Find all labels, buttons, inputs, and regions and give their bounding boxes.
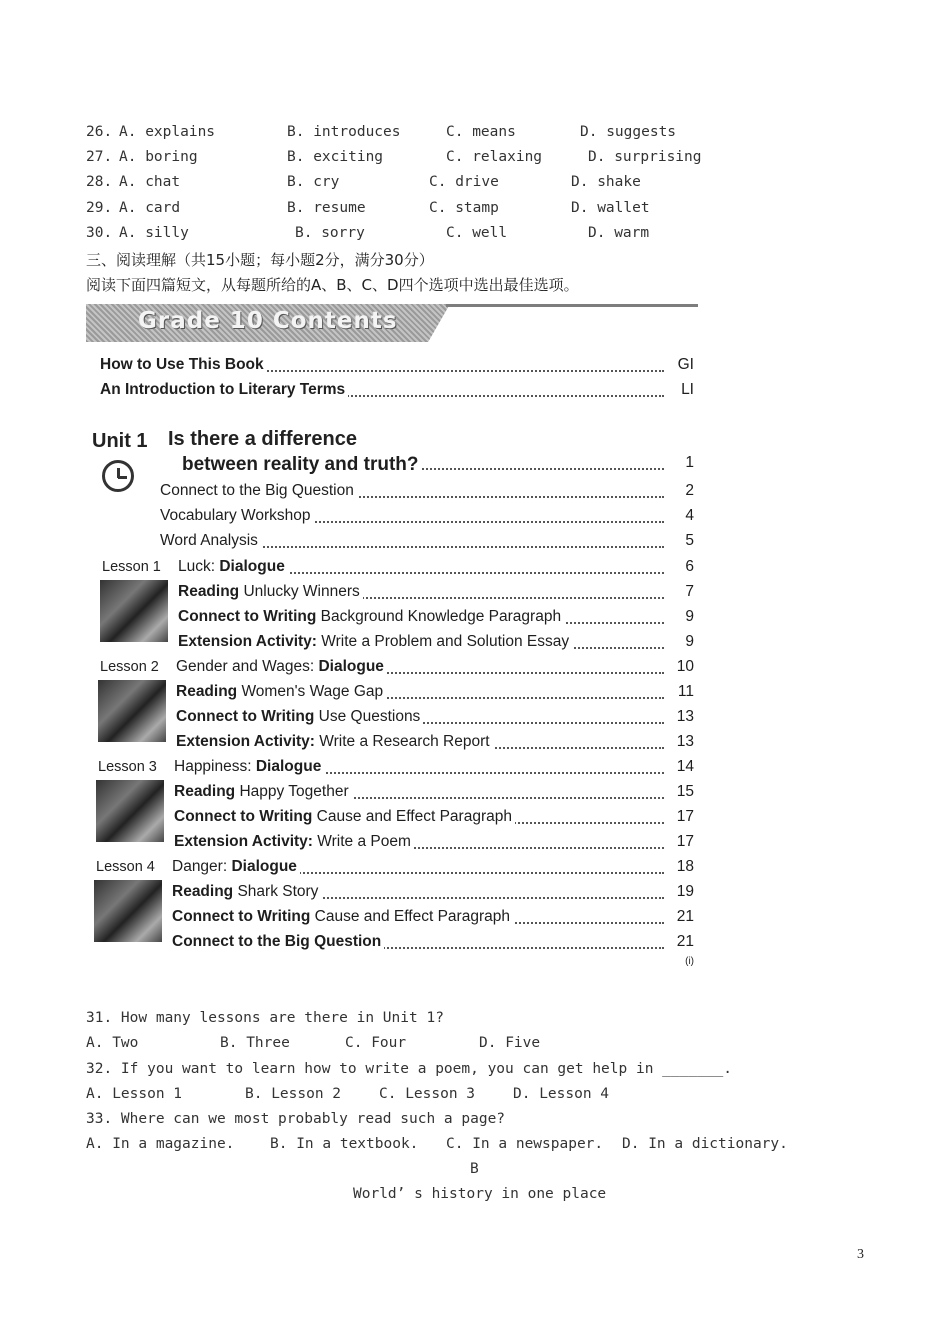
- toc-page-number: 19: [676, 883, 694, 900]
- toc-entry-label: How to Use This Book: [100, 356, 264, 373]
- toc-lesson-entry: [178, 633, 572, 651]
- entry-bold: Reading: [174, 783, 236, 800]
- toc-entry-label: Connect to the Big Question: [160, 482, 354, 499]
- question-number: 30.: [86, 224, 113, 241]
- entry-title: Happy Together: [235, 783, 349, 800]
- toc-lesson-entry: [172, 883, 321, 901]
- question-number: 28.: [86, 174, 113, 191]
- toc-page-number: 5: [685, 532, 694, 549]
- toc-unit-entry: [160, 507, 314, 525]
- entry-bold: Reading: [176, 683, 238, 700]
- answer-option: B. Lesson 2: [245, 1086, 342, 1102]
- entry-title: Cause and Effect Paragraph: [312, 808, 512, 825]
- toc-unit-entry: [160, 532, 261, 550]
- contents-banner-title: Grade 10 Contents: [138, 308, 398, 334]
- toc-page-number: 14: [676, 758, 694, 775]
- entry-bold: Dialogue: [255, 758, 322, 775]
- toc-page-footer: (i): [685, 956, 694, 967]
- option-c: C. means: [446, 124, 516, 140]
- toc-unit-title-entry: [182, 454, 421, 476]
- toc-lesson-entry: [174, 783, 352, 801]
- entry-bold: Connect to Writing: [174, 808, 313, 825]
- page-number: 3: [857, 1247, 864, 1262]
- entry-bold: Extension Activity:: [174, 833, 313, 850]
- toc-page-number: GI: [677, 356, 694, 373]
- lesson-label: Lesson 4: [96, 859, 155, 875]
- entry-bold: Reading: [178, 583, 240, 600]
- entry-bold: Reading: [172, 883, 234, 900]
- question-stem: 31. How many lessons are there in Unit 1?: [86, 1010, 444, 1026]
- toc-page-number: 2: [685, 482, 694, 499]
- entry-title: Cause and Effect Paragraph: [310, 908, 510, 925]
- lesson-thumbnail: [100, 580, 168, 642]
- entry-prefix: Happiness:: [174, 758, 256, 775]
- entry-bold: Dialogue: [231, 858, 297, 875]
- entry-bold: Connect to Writing: [172, 908, 311, 925]
- option-b: B. introduces: [287, 124, 401, 140]
- lesson-thumbnail: [98, 680, 166, 742]
- question-number: 27.: [86, 149, 113, 166]
- passage-title: World’ s history in one place: [353, 1186, 607, 1202]
- toc-lesson-entry: [176, 708, 423, 726]
- option-d: D. suggests: [580, 124, 677, 140]
- entry-title: Women's Wage Gap: [237, 683, 384, 700]
- option-d: D. warm: [588, 224, 650, 241]
- toc-page-number: 11: [677, 683, 694, 700]
- lesson-label: Lesson 3: [98, 759, 157, 775]
- answer-option: A. Lesson 1: [86, 1086, 183, 1102]
- answer-option: C. Lesson 3: [379, 1086, 476, 1102]
- toc-page-number: 13: [676, 708, 694, 725]
- option-a: A. chat: [119, 174, 181, 191]
- toc-lesson-entry: [178, 583, 363, 601]
- entry-title: Use Questions: [314, 708, 421, 725]
- toc-page-number: 21: [676, 933, 694, 950]
- toc-entry-label: Word Analysis: [160, 532, 258, 549]
- toc-page-number: 15: [676, 783, 694, 800]
- question-number: 29.: [86, 199, 113, 216]
- lesson-label: Lesson 1: [102, 559, 161, 575]
- entry-title: Write a Research Report: [314, 733, 490, 750]
- toc-lesson-entry: [176, 683, 386, 701]
- question-stem: 33. Where can we most probably read such a page?: [86, 1111, 506, 1127]
- option-a: A. explains: [119, 124, 216, 140]
- toc-page-number: 17: [676, 808, 694, 825]
- entry-bold: Dialogue: [219, 558, 285, 575]
- entry-title: Write a Poem: [312, 833, 411, 850]
- option-b: B. exciting: [287, 149, 384, 166]
- lesson-thumbnail: [96, 780, 164, 842]
- toc-lesson-entry: [172, 933, 384, 951]
- entry-bold: Dialogue: [318, 658, 384, 675]
- contents-page-image: [86, 298, 702, 974]
- toc-page-number: 21: [676, 908, 694, 925]
- option-b: B. resume: [287, 199, 366, 216]
- toc-page-number: 10: [676, 658, 694, 675]
- option-c: C. well: [446, 224, 508, 241]
- entry-title: Unlucky Winners: [239, 583, 360, 600]
- answer-option: D. Lesson 4: [513, 1086, 610, 1102]
- toc-page-number: 18: [676, 858, 694, 875]
- toc-page-number: LI: [681, 381, 694, 398]
- toc-page-number: 9: [685, 608, 694, 625]
- toc-front-entry: [100, 356, 267, 374]
- answer-option: B. Three: [220, 1035, 290, 1051]
- toc-lesson-entry: [174, 758, 324, 776]
- unit-label: Unit 1: [92, 430, 148, 452]
- section-heading: 三、阅读理解（共15小题；每小题2分，满分30分）: [86, 251, 434, 269]
- option-a: A. card: [119, 199, 181, 216]
- banner-rule: [446, 304, 698, 307]
- answer-option: A. Two: [86, 1035, 139, 1051]
- toc-page-number: 6: [685, 558, 694, 575]
- option-d: D. surprising: [588, 149, 702, 166]
- option-a: A. silly: [119, 224, 189, 241]
- toc-lesson-entry: [172, 908, 513, 926]
- toc-page-number: 13: [676, 733, 694, 750]
- option-c: C. drive: [429, 174, 499, 191]
- question-stem: 32. If you want to learn how to write a poem, you can get help in _______.: [86, 1061, 733, 1077]
- option-b: B. cry: [287, 174, 340, 191]
- unit-title: Is there a difference: [168, 428, 357, 450]
- option-c: C. stamp: [429, 199, 499, 216]
- entry-bold: Connect to the Big Question: [172, 933, 382, 950]
- toc-lesson-entry: [176, 733, 493, 751]
- answer-option: D. In a dictionary.: [622, 1136, 788, 1152]
- lesson-label: Lesson 2: [100, 659, 159, 675]
- entry-title: Write a Problem and Solution Essay: [316, 633, 570, 650]
- answer-option: B. In a textbook.: [270, 1136, 419, 1152]
- entry-bold: Extension Activity:: [176, 733, 315, 750]
- lesson-thumbnail: [94, 880, 162, 942]
- option-d: D. wallet: [571, 199, 650, 216]
- toc-entry-label: Vocabulary Workshop: [160, 507, 311, 524]
- answer-option: C. Four: [345, 1035, 407, 1051]
- answer-option: A. In a magazine.: [86, 1136, 235, 1152]
- section-instruction: 阅读下面四篇短文，从每题所给的A、B、C、D四个选项中选出最佳选项。: [86, 276, 579, 294]
- unit-title-line2: between reality and truth?: [182, 454, 419, 475]
- toc-unit-entry: [160, 482, 357, 500]
- passage-letter: B: [470, 1161, 479, 1177]
- entry-bold: Extension Activity:: [178, 633, 317, 650]
- answer-option: C. In a newspaper.: [446, 1136, 604, 1152]
- toc-lesson-entry: [172, 858, 300, 876]
- entry-prefix: Danger:: [172, 858, 232, 875]
- question-number: 26.: [86, 124, 113, 140]
- option-b: B. sorry: [295, 224, 365, 241]
- clock-icon: [102, 460, 134, 492]
- option-c: C. relaxing: [446, 149, 543, 166]
- option-d: D. shake: [571, 174, 641, 191]
- entry-title: Shark Story: [233, 883, 319, 900]
- toc-lesson-entry: [174, 808, 515, 826]
- toc-lesson-entry: [178, 608, 564, 626]
- answer-option: D. Five: [479, 1035, 541, 1051]
- toc-page-number: 17: [676, 833, 694, 850]
- option-a: A. boring: [119, 149, 198, 166]
- toc-entry-label: An Introduction to Literary Terms: [100, 381, 346, 398]
- toc-page-number: 1: [685, 454, 694, 471]
- toc-lesson-entry: [174, 833, 414, 851]
- entry-bold: Connect to Writing: [178, 608, 317, 625]
- entry-prefix: Gender and Wages:: [176, 658, 319, 675]
- toc-front-entry: [100, 381, 348, 399]
- toc-page-number: 9: [685, 633, 694, 650]
- entry-title: Background Knowledge Paragraph: [316, 608, 562, 625]
- toc-page-number: 4: [685, 507, 694, 524]
- toc-page-number: 7: [685, 583, 694, 600]
- entry-bold: Connect to Writing: [176, 708, 315, 725]
- toc-lesson-entry: [176, 658, 387, 676]
- toc-lesson-entry: [178, 558, 288, 576]
- entry-prefix: Luck:: [178, 558, 220, 575]
